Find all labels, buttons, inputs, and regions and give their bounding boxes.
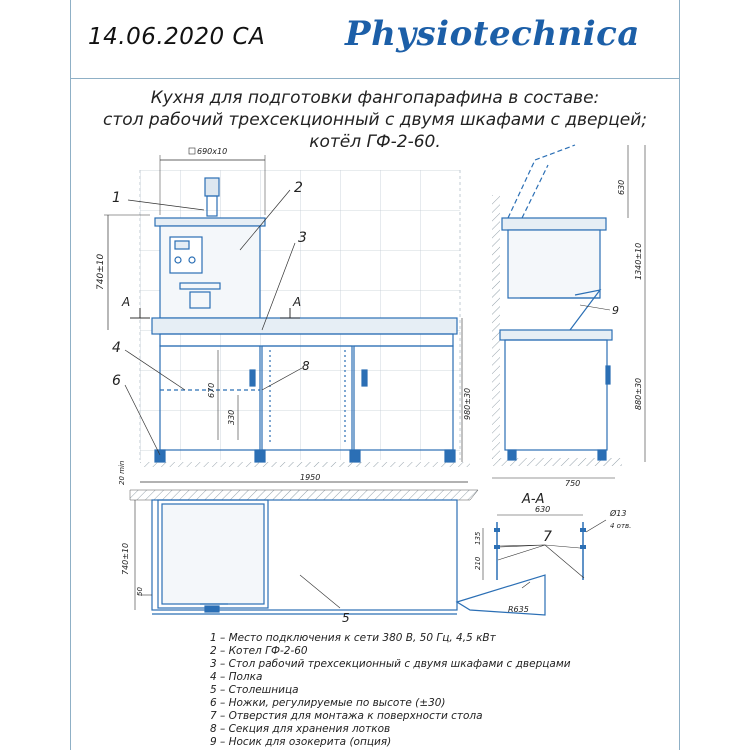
depth-label: 750 [565,479,581,488]
dim-135-label: 135 [474,531,482,545]
callout-5: 5 [342,611,350,625]
legend-item-8: 8 – Секция для хранения лотков [210,723,391,735]
callout-7: 7 [543,529,552,545]
side-view [492,145,645,488]
drawing-title-line-3: котёл ГФ-2-60. [309,132,441,152]
callout-8: 8 [302,359,310,373]
legend-item-9: 9 – Носик для озокерита (опция) [210,736,392,748]
section-width-label: 630 [535,505,551,514]
dim-50-label: 50 [136,587,144,596]
legend-item-7: 7 – Отверстия для монтажа к поверхности стола [210,710,483,722]
legend-item-4: 4 – Полка [210,671,263,683]
dim-210-label: 210 [474,556,482,570]
legend-item-1: 1 – Место подключения к сети 380 В, 50 Гц, 4,5 кВт [210,632,496,644]
front-view [96,147,472,485]
legend-item-5: 5 – Столешница [210,684,299,696]
min-label: 20 min [118,460,126,485]
side-wall-hatch [492,195,500,460]
legend-item-2: 2 – Котел ГФ-2-60 [210,645,308,657]
physiotechnica-logo: Physiotechnica [345,14,640,54]
dim-330-label: 330 [227,409,236,425]
length-label: 1950 [300,473,321,482]
section-title: А-А [522,492,545,507]
dim-670-label: 670 [207,382,216,398]
drawing-title-line-2: стол рабочий трехсекционный с двумя шкафами с дверцей; [102,110,648,130]
dim-880-label: 880±30 [634,377,643,410]
callout-3: 3 [298,230,307,246]
callout-2: 2 [294,180,303,196]
drawing-title-line-1: Кухня для подготовки фангопарафина в составе: [150,88,600,108]
dim-630-label: 630 [617,179,626,195]
width-dim-label: 690х10 [197,147,228,156]
section-view [474,492,631,580]
holes-count-label: 4 отв. [610,522,632,530]
section-marker-left: А [122,295,131,309]
height-dim-label: 740±10 [96,253,106,290]
hole-diameter-label: Ø13 [610,509,627,518]
plan-depth-label: 740±10 [121,542,130,575]
legend-item-6: 6 – Ножки, регулируемые по высоте (±30) [210,697,446,709]
section-marker-right: А [293,295,302,309]
radius-label: R635 [508,605,529,614]
callout-9: 9 [612,304,619,317]
date-stamp: 14.06.2020 СА [88,24,266,50]
callout-6: 6 [112,373,121,389]
dim-1340-label: 1340±10 [634,242,643,280]
callout-4: 4 [112,340,121,356]
floor-hatch [140,462,470,467]
total-height-label: 980±30 [463,387,472,420]
legend-item-3: 3 – Стол рабочий трехсекционный с двумя шкафами с дверцами [210,658,571,670]
callout-1: 1 [112,190,121,206]
